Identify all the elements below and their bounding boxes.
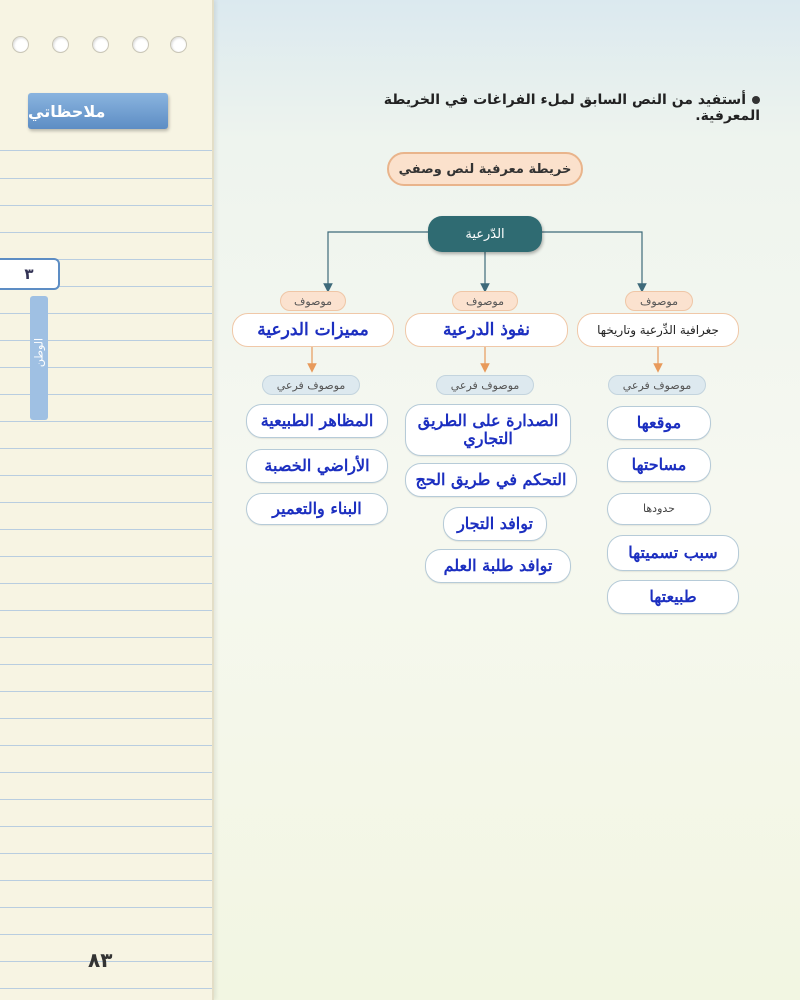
sub-item: المظاهر الطبيعية [246, 404, 388, 438]
map-title: خريطة معرفية لنص وصفي [387, 152, 583, 186]
sub-item: البناء والتعمير [246, 493, 388, 525]
branch-description: جغرافية الدِّرعية وتاريخها [577, 313, 739, 347]
sub-tag: موصوف فرعي [262, 375, 360, 395]
branch-description: نفوذ الدرعية [405, 313, 568, 347]
sub-tag: موصوف فرعي [436, 375, 534, 395]
instruction-text: أستفيد من النص السابق لملء الفراغات في الخريطة المعرفية. [383, 92, 760, 124]
branch-tag: موصوف [280, 291, 346, 311]
sub-item: حدودها [607, 493, 711, 525]
map-root-node: الدّرعية [428, 216, 542, 252]
connector-line [542, 232, 642, 288]
connector-line [328, 232, 428, 288]
page-number: ٨٣ [88, 948, 113, 972]
sub-item: سبب تسميتها [607, 535, 739, 571]
branch-description: مميزات الدرعية [232, 313, 394, 347]
sub-item: طبيعتها [607, 580, 739, 614]
unit-title: الوطن [32, 337, 46, 368]
sub-item: توافد التجار [443, 507, 547, 541]
branch-tag: موصوف [625, 291, 693, 311]
branch-tag: موصوف [452, 291, 518, 311]
sub-item: التحكم في طريق الحج [405, 463, 577, 497]
sub-tag: موصوف فرعي [608, 375, 706, 395]
unit-number: ٣ [0, 258, 60, 290]
sub-item: موقعها [607, 406, 711, 440]
notes-tab: ملاحظاتي [28, 93, 168, 129]
sub-item: الأراضي الخصبة [246, 449, 388, 483]
sub-item: مساحتها [607, 448, 711, 482]
sub-item: توافد طلبة العلم [425, 549, 571, 583]
sub-item: الصدارة على الطريق التجاري [405, 404, 571, 456]
